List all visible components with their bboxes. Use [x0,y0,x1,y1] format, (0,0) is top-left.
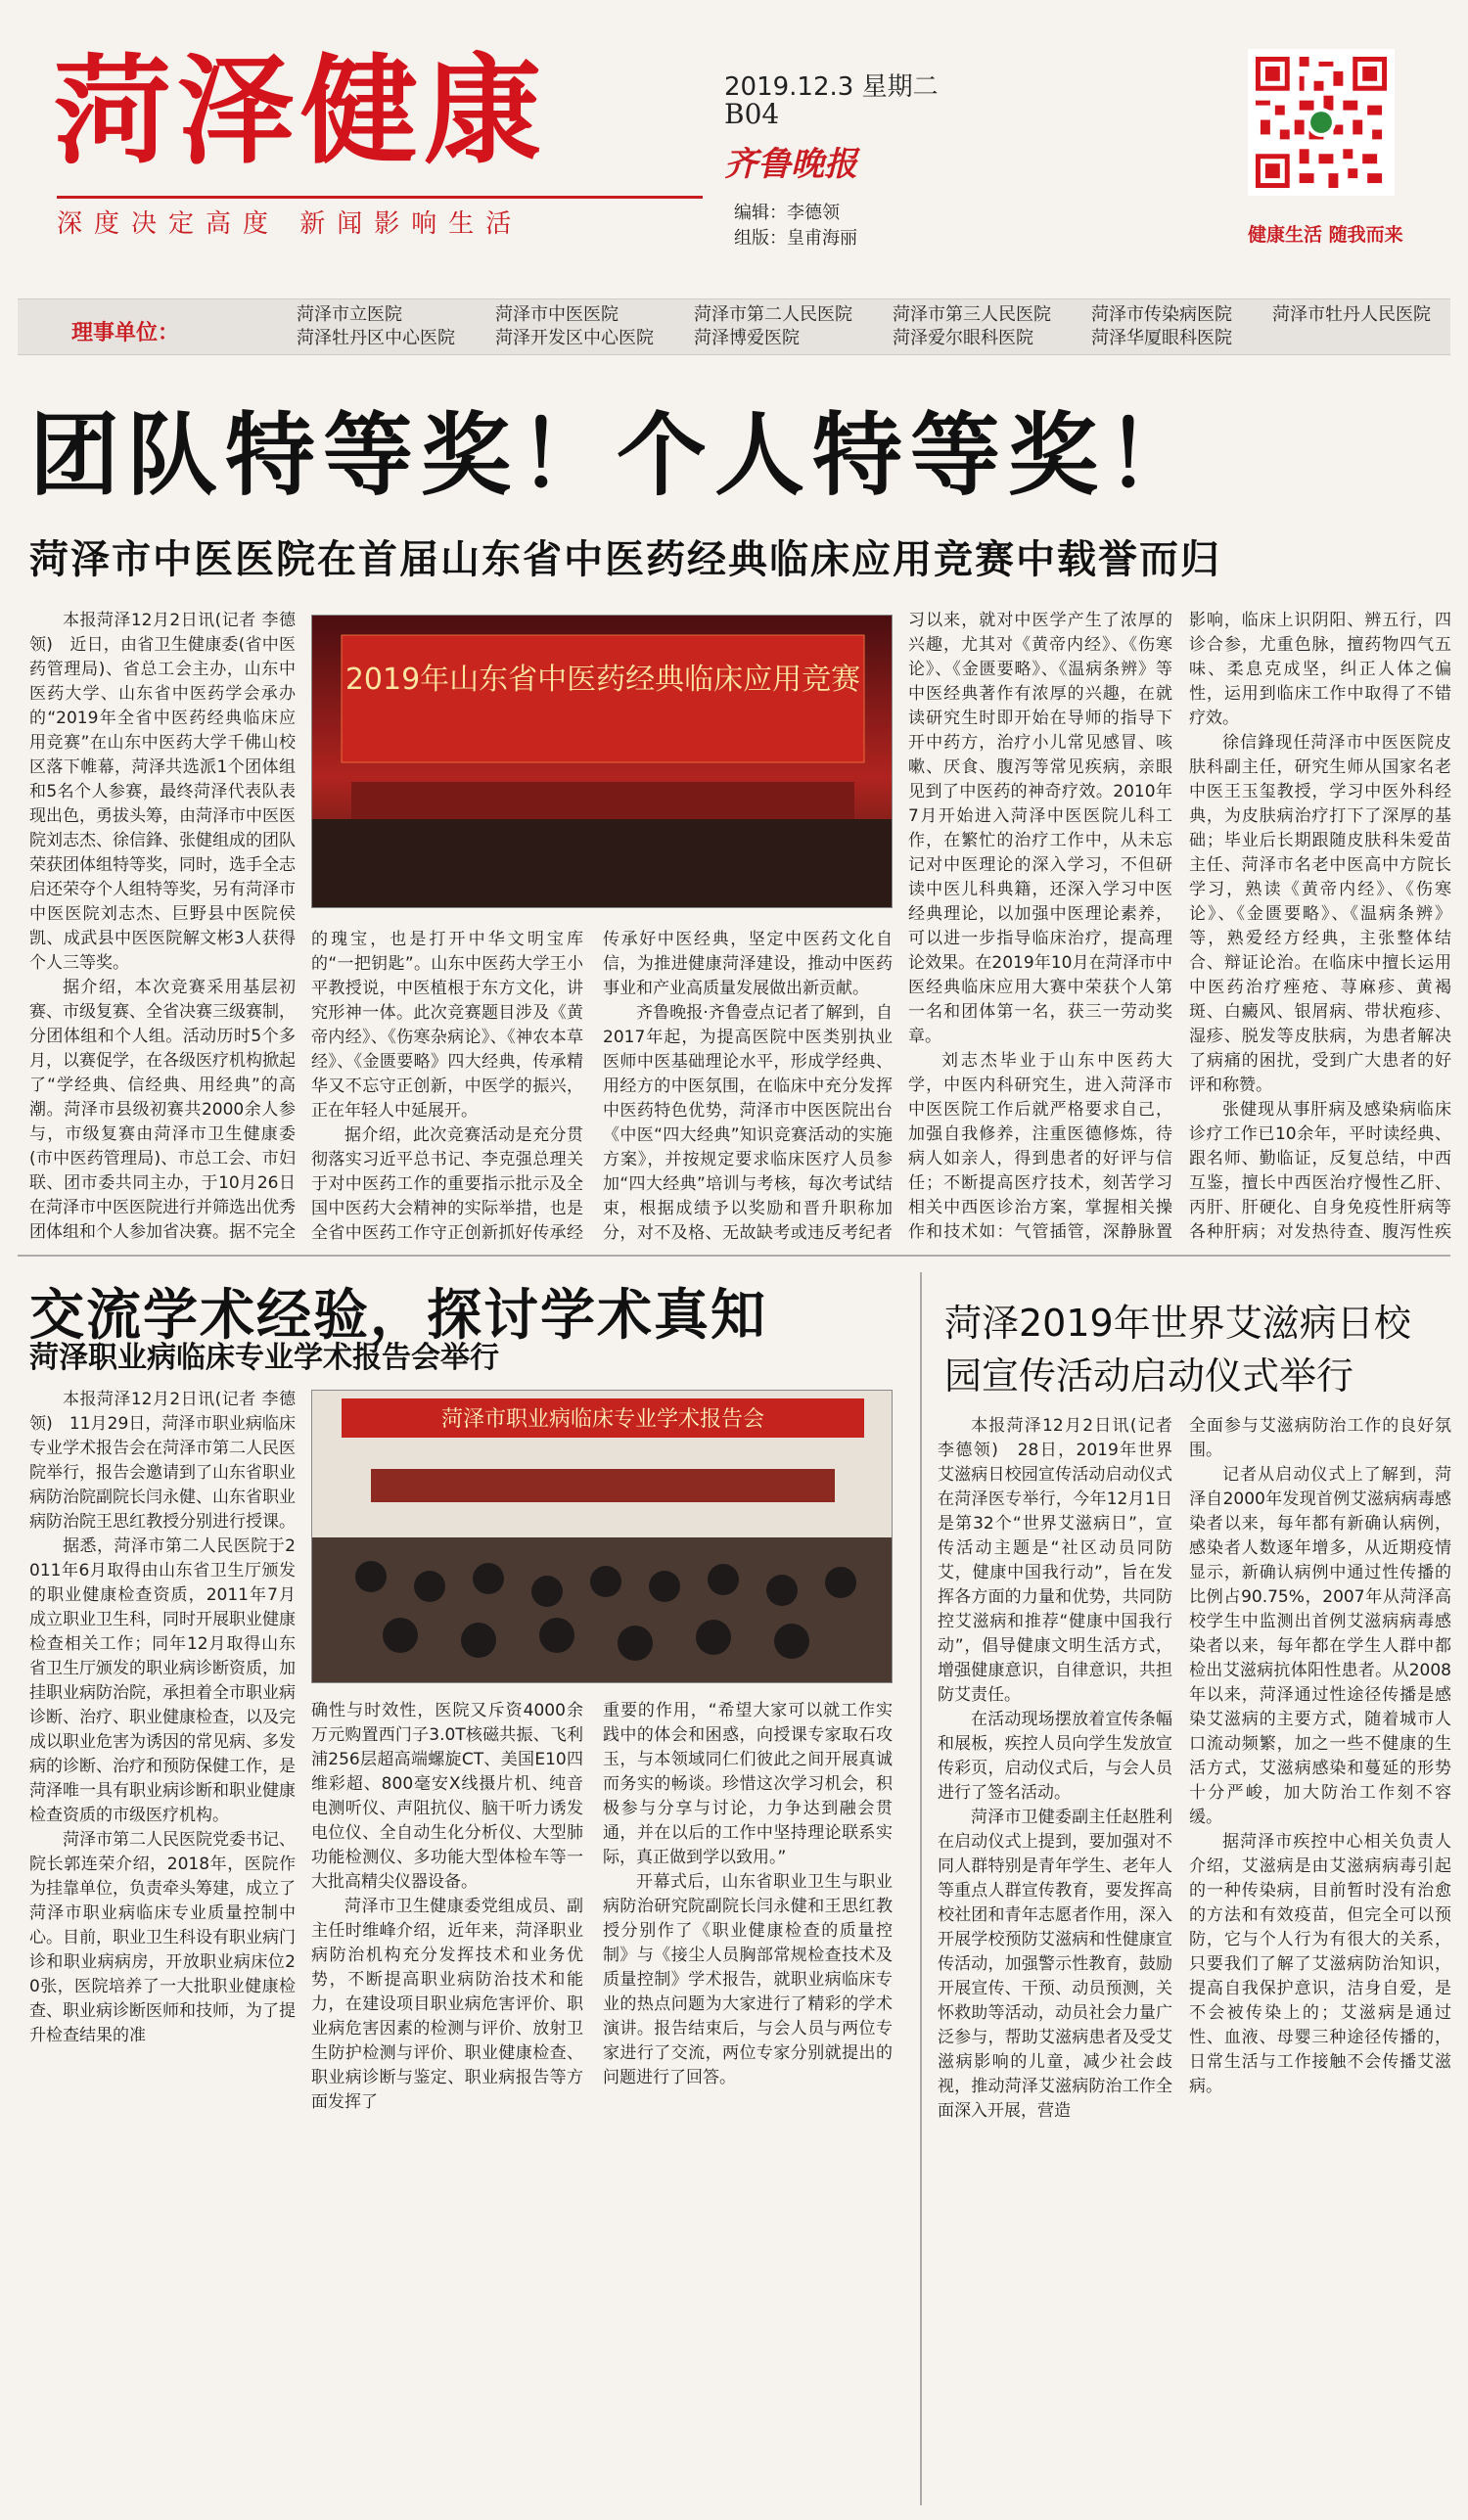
column-divider [920,1272,922,2505]
qr-slogan: 健康生活 随我而来 [1248,224,1403,246]
award-ceremony-image [312,616,893,908]
brand-name: 齐鲁晚报 [724,145,857,184]
paragraph: 在活动现场摆放着宣传条幅和展板，疾控人员向学生发放宣传彩页，启动仪式后，与会人员进行了签名活动。 [938,1710,1172,1803]
council-member: 菏泽市牡丹人民医院 [1272,304,1431,325]
page-code: B04 [724,98,780,130]
paragraph: 确性与时效性，医院又斥资4000余万元购置西门子3.0T核磁共振、飞利浦256层超高端螺旋CT、美国E10四维彩超、800毫安X线摄片机、纯音电测听仪、声阻抗仪、脑干听力诱发电位仪、全自动生化分析仪、大型肺功能检测仪、多功能大型体检车等一大批高精尖仪器设备。 [311,1701,583,1892]
paragraph: 菏泽市第二人民医院党委书记、院长郭连荣介绍，2018年，医院作为挂靠单位，负责牵头筹建，成立了菏泽市职业病临床专业质量控制中心。目前，职业卫生科设有职业病门诊和职业病病房，开放职业病床位20张，医院培养了一大批职业健康检查、职业病诊断医师和技师，为了提升检查结果的准 [29,1830,296,2045]
paragraph: 齐鲁晚报·齐鲁壹点记者了解到，自2017年起，为提高医院中医类别执业医师中医基础理论水平，形成学经典、用经方的中医氛围，在临床中充分发挥中医药特色优势，菏泽市中医医院出台《中医“四大经典”知识竞赛活动的实施方案》，并按规定要求临床医疗人员参加“四大经典”培训与考核，每次考试结束，根据成绩予以奖励和晋升职称加分，对不及格、无故缺考或违反考纪者 [603,1003,893,1243]
editor: 编辑：李德领 [734,203,840,223]
conference-photo [311,1390,893,1683]
article1-column-5 [1189,609,1451,1245]
paragraph: 本报菏泽12月2日讯(记者 李德领) 近日，由省卫生健康委(省中医药管理局)、省总工会主办，山东中医药大学、山东省中医药学会承办的“2019年全省中医药经典临床应用竞赛”在山东中医药大学千佛山校区落下帷幕，菏泽共选派1个团体组和5名个人参赛，最终菏泽代表队表现出色，勇拔头筹，由菏泽市中医医院刘志杰、徐信鋒、张健组成的团队荣获团体组特等奖，同时，选手全志启还荣夺个人组特等奖，另有菏泽市中医医院刘志杰、巨野县中医院侯凯、成武县中医医院解文彬3人获得个人三等奖。 [29,611,296,973]
paragraph: 重要的作用，“希望大家可以就工作实践中的体会和困惑，向授课专家取石攻玉，与本领域同仁们彼此之间开展真诚而务实的畅谈。珍惜这次学习机会，积极参与分享与讨论，力争达到融会贯通，并在以后的工作中坚持理论联系实际，真正做到学以致用。” [603,1701,893,1867]
council-member: 菏泽市中医医院 [495,304,619,325]
article2-subtitle: 菏泽职业病临床专业学术报告会举行 [29,1341,499,1375]
section-divider [18,1255,1450,1257]
paper-logo: 菏泽健康 [54,44,547,180]
council-member: 菏泽市传染病医院 [1091,304,1232,325]
paragraph: 菏泽市卫健委副主任赵胜利在启动仪式上提到，要加强对不同人群特别是青年学生、老年人等重点人群宣传教育，要发挥高校社团和青年志愿者作用，深入开展学校预防艾滋病和性健康宣传活动，加强警示性教育，鼓励开展宣传、干预、动员预测，关怀救助等活动，动员社会力量广泛参与，帮助艾滋病患者及受艾滋病影响的儿童，减少社会歧视，推动菏泽艾滋病防治工作全面深入开展，营造 [938,1808,1172,2121]
council-member: 菏泽博爱医院 [694,328,800,348]
council-member: 菏泽爱尔眼科医院 [893,328,1033,348]
paragraph: 张健现从事肝病及感染病临床诊疗工作已10余年，平时读经典、跟名师、勤临证，反复总结，中西互鉴，擅长中西医治疗慢性乙肝、丙肝、肝硬化、自身免疫性肝病等各种肝病；对发热待查、腹泻性疾 [1189,1100,1451,1242]
paragraph: 开幕式后，山东省职业卫生与职业病防治研究院副院长闫永健和王思红教授分别作了《职业健康检查的质量控制》与《接尘人员胸部常规检查技术及质量控制》学术报告，就职业病临床专业的热点问题为大家进行了精彩的学术演讲。报告结束后，与会人员与两位专家进行了交流，两位专家分别就提出的问题进行了回答。 [603,1872,893,2087]
council-member: 菏泽华厦眼科医院 [1091,328,1232,348]
conference-image [312,1391,893,1683]
paragraph: 本报菏泽12月2日讯(记者 李德领) 11月29日，菏泽市职业病临床专业学术报告会在菏泽市第二人民医院举行，报告会邀请到了山东省职业病防治院副院长闫永健、山东省职业病防治院王思红教授分别进行授课。 [29,1390,296,1532]
paragraph: 菏泽市卫生健康委党组成员、副主任时维峰介绍，近年来，菏泽职业病防治机构充分发挥技术和业务优势，不断提高职业病防治技术和能力，在建设项目职业病危害评价、职业病危害因素的检测与评价、放射卫生防护检测与评价、职业健康检查、职业病诊断与鉴定、职业病报告等方面发挥了 [311,1897,583,2112]
council-member: 菏泽开发区中心医院 [495,328,654,348]
paragraph: 传承好中医经典，坚定中医药文化自信，为推进健康菏泽建设，推动中医药事业和产业高质量发展做出新贡献。 [603,930,893,998]
paragraph: 刘志杰毕业于山东中医药大学，中医内科研究生，进入菏泽市中医医院工作后就严格要求自己，加强自我修养，注重医德修炼，待病人如亲人，得到患者的好评与信任；不断提高医疗技术，刻苦学习相关中西医诊治方案，掌握相关操作和技术如：气管插管，深静脉置 [908,1051,1172,1242]
council-label: 理事单位： [71,321,180,345]
article1-column-2 [311,928,583,1243]
award-ceremony-photo [311,615,893,908]
council-member: 菏泽市立医院 [297,304,402,325]
paragraph: 徐信鋒现任菏泽市中医医院皮肤科副主任，研究生师从国家名老中医王玉玺教授，学习中医外科经典，为皮肤病治疗打下了深厚的基础；毕业后长期跟随皮肤科朱爱苗主任、菏泽市名老中医高中方院长学习，熟读《黄帝内经》、《伤寒论》、《金匮要略》、《温病条辨》等，熟爱经方经典，主张整体结合、辩证论治。在临床中擅长运用中医药治疗痤疮、荨麻疹、黄褐斑、白癜风、银屑病、带状疱疹、湿疹、脱发等皮肤病，为患者解决了病痛的困扰，受到广大患者的好评和称赞。 [1189,733,1451,1095]
paragraph: 的瑰宝，也是打开中华文明宝库的“一把钥匙”。山东中医药大学王小平教授说，中医植根于东方文化，讲究形神一体。此次竞赛题目涉及《黄帝内经》、《伤寒杂病论》、《神农本草经》、《金匮要略》四大经典，传承精华又不忘守正创新，中医学的振兴，正在年轻人中延展开。 [311,930,583,1121]
council-member [1272,328,1451,349]
article2-column-2 [311,1699,583,2508]
paragraph: 全面参与艾滋病防治工作的良好氛围。 [1189,1416,1451,1460]
article3-title: 菏泽2019年世界艾滋病日校园宣传活动启动仪式举行 [944,1302,1411,1397]
paragraph: 记者从启动仪式上了解到，菏泽自2000年发现首例艾滋病病毒感染者以来，每年都有新确认病例，感染者人数逐年增多，从近期疫情显示，新确认病例中通过性传播的比例占90.75%，2007年从菏泽高校学生中监测出首例艾滋病病毒感染者以来，每年都在学生人群中都检出艾滋病抗体阳性患者。从2008年以来，菏泽通过性途径传播是感染艾滋病的主要方式，随着城市人口流动频繁，加之一些不健康的生活方式，艾滋病感染和蔓延的形势十分严峻，加大防治工作刻不容缓。 [1189,1465,1451,1827]
council-member: 菏泽市第二人民医院 [694,304,852,325]
photo-banner: 2019年山东省中医药经典临床应用竞赛 [344,663,861,697]
article1-column-4 [908,609,1172,1245]
paragraph: 本报菏泽12月2日讯(记者 李德领) 28日，2019年世界艾滋病日校园宣传活动启动仪式在菏泽医专举行，今年12月1日是第32个“世界艾滋病日”，宣传活动主题是“社区动员同防艾，健康中国我行动”，旨在发挥各方面的力量和优势，共同防控艾滋病和推荐“健康中国我行动”，倡导健康文明生活方式，增强健康意识，自律意识，共担防艾责任。 [938,1416,1172,1705]
article3-column-1 [938,1414,1172,2508]
article2-column-1 [29,1388,296,2508]
paragraph: 据菏泽市疾控中心相关负责人介绍，艾滋病是由艾滋病病毒引起的一种传染病，目前暂时没有治愈的方法和有效疫苗，但完全可以预防，它与个人行为有很大的关系，只要我们了解了艾滋病防治知识，提高自我保护意识，洁身自爱，是不会被传染上的；艾滋病是通过性、血液、母婴三种途径传播的，日常生活与工作接触不会传播艾滋病。 [1189,1832,1451,2096]
masthead-rule [57,196,703,199]
paragraph: 据介绍，本次竞赛采用基层初赛、市级复赛、全省决赛三级赛制，分团体组和个人组。活动历时5个多月，以赛促学，在各级医疗机构掀起了“学经典、信经典、用经典”的高潮。菏泽市县级初赛共2000余人参与，市级复赛由菏泽市卫生健康委(市中医药管理局)、市总工会、市妇联、团市委共同主办，于10月26日在菏泽市中医医院进行并筛选出优秀团体组和个人参加省决赛。据不完全 [29,978,296,1242]
masthead [0,0,1468,294]
article1-title: 团队特等奖！个人特等奖！ [29,403,1205,508]
council-bar [18,298,1450,355]
tagline: 深度决定高度 新闻影响生活 [57,209,524,239]
article2-title: 交流学术经验，探讨学术真知 [29,1284,767,1348]
photo-banner: 菏泽市职业病临床专业学术报告会 [440,1407,765,1432]
paragraph: 影响，临床上识阴阳、辨五行，四诊合参，尤重色脉，擅药物四气五味、柔息克成坚，纠正人体之偏性，运用到临床工作中取得了不错疗效。 [1189,611,1451,728]
paragraph: 据悉，菏泽市第二人民医院于2011年6月取得由山东省卫生厅颁发的职业健康检查资质，2011年7月成立职业卫生科，同时开展职业健康检查相关工作；同年12月取得山东省卫生厅颁发的职业病诊断资质，加挂职业病防治院，承担着全市职业病诊断、治疗、职业健康检查，以及完成以职业危害为诱因的常见病、多发病的诊断、治疗和预防保健工作，是菏泽唯一具有职业病诊断和职业健康检查资质的市级医疗机构。 [29,1536,296,1825]
article1-column-1 [29,609,296,1245]
council-members [297,304,1451,349]
paragraph: 习以来，就对中医学产生了浓厚的兴趣，尤其对《黄帝内经》、《伤寒论》、《金匮要略》、《温病条辨》等中医经典著作有浓厚的兴趣，在就读研究生时即开始在导师的指导下开中药方，治疗小儿常见感冒、咳嗽、厌食、腹泻等常见疾病，亲眼见到了中医药的神奇疗效。2010年7月开始进入菏泽中医医院儿科工作，在繁忙的治疗工作中，从未忘记对中医理论的深入学习，不但研读中医儿科典籍，还深入学习中医经典理论，以加强中医理论素养，可以进一步指导临床治疗，提高理论效果。在2019年10月在菏泽市中医经典临床应用大赛中荣获个人第一名和团体第一名，获三一劳动奖章。 [908,611,1172,1046]
layout-editor: 组版：皇甫海丽 [734,228,857,249]
paragraph: 据介绍，此次竞赛活动是充分贯彻落实习近平总书记、李克强总理关于对中医药工作的重要指示批示及全国中医药大会精神的实际举措，也是全省中医药工作守正创新抓好传承经 [311,1125,583,1243]
qr-code-icon[interactable] [1248,49,1395,196]
article1-column-3 [603,928,893,1243]
article3-column-2 [1189,1414,1451,2508]
article2-column-3 [603,1699,893,2508]
editor-credits [734,201,857,252]
council-member: 菏泽市第三人民医院 [893,304,1051,325]
issue-date: 2019.12.3 星期二 [724,72,939,102]
article1-subtitle: 菏泽市中医医院在首届山东省中医药经典临床应用竞赛中载誉而归 [29,537,1221,582]
council-member: 菏泽牡丹区中心医院 [297,328,455,348]
